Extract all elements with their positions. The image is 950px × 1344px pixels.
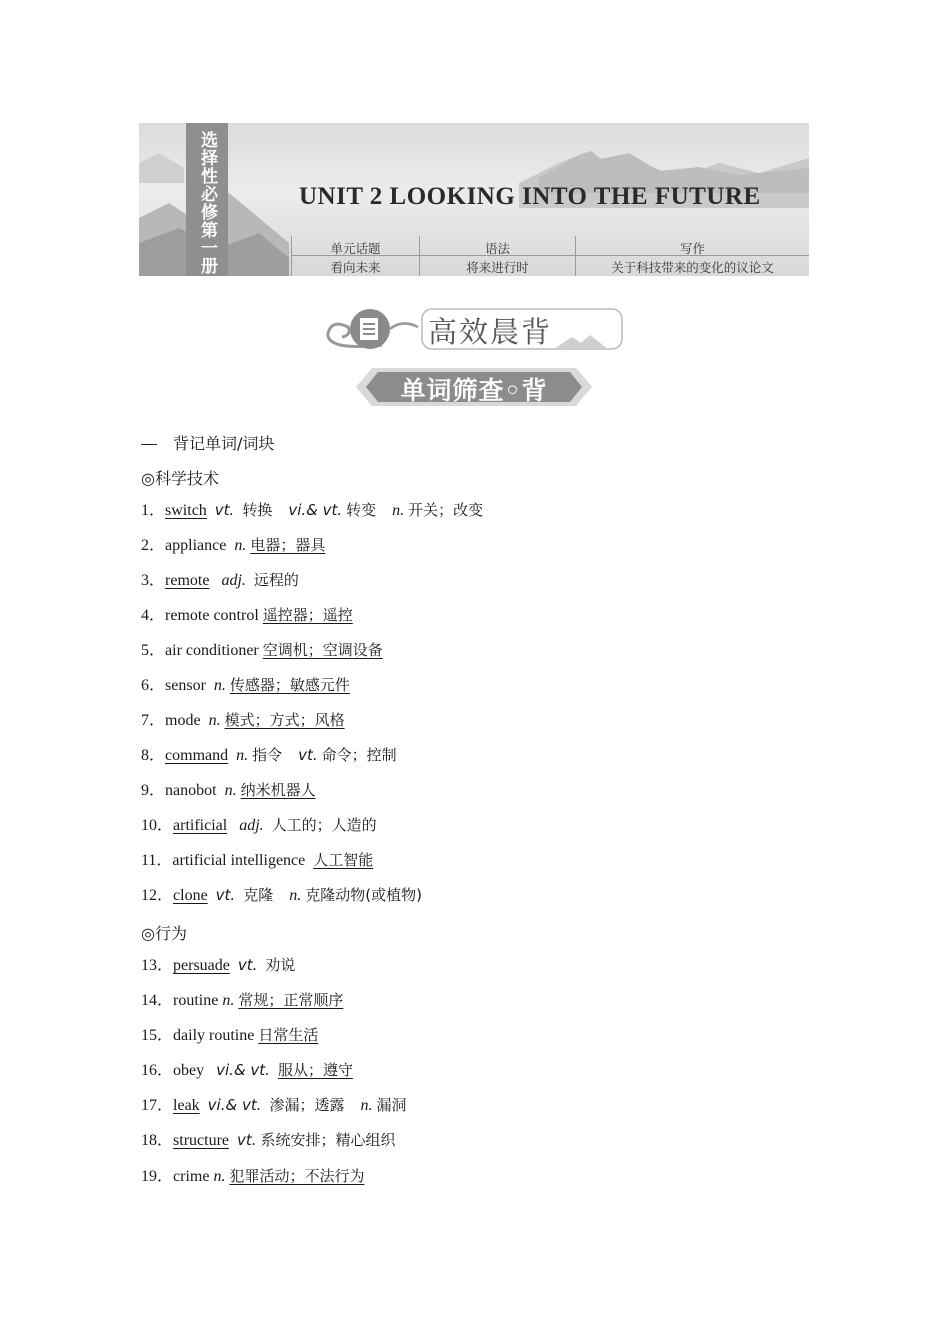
vocab-item-appliance: 2．appliance n. 电器；器具 — [141, 536, 326, 554]
vocab-item-daily-routine: 15．daily routine 日常生活 — [141, 1026, 319, 1044]
vocab-item-obey: 16．obey vi.& vt. 服从；遵守 — [141, 1061, 353, 1079]
writing-column: 写作 关于科技带来的变化的议论文 — [575, 236, 809, 276]
category-tech: ◎科学技术 — [141, 469, 219, 488]
vocab-item-sensor: 6．sensor n. 传感器；敏感元件 — [141, 676, 350, 694]
dash-mark — [141, 444, 157, 445]
vocab-item-remote-control: 4．remote control 遥控器；遥控 — [141, 606, 353, 624]
vocab-item-clone: 12．clone vt. 克隆 n. 克隆动物(或植物) — [141, 886, 422, 904]
vocab-item-routine: 14．routine n. 常规；正常顺序 — [141, 991, 344, 1009]
vocab-item-leak: 17．leak vi.& vt. 渗漏；透露 n. 漏洞 — [141, 1096, 407, 1114]
vocab-item-switch: 1．switch vt. 转换 vi.& vt. 转变 n. 开关；改变 — [141, 501, 484, 519]
grammar-column: 语法 将来进行时 — [419, 236, 575, 276]
vocab-item-artificial: 10．artificial adj. 人工的；人造的 — [141, 816, 377, 834]
vocab-item-air-conditioner: 5．air conditioner 空调机；空调设备 — [141, 641, 383, 659]
vocab-item-remote: 3．remote adj. 远程的 — [141, 571, 299, 589]
unit-overview-table — [291, 236, 809, 276]
category-behavior: ◎行为 — [141, 924, 187, 943]
vocab-item-command: 8．command n. 指令 vt. 命令；控制 — [141, 746, 397, 764]
vocab-item-crime: 19．crime n. 犯罪活动；不法行为 — [141, 1167, 365, 1185]
vocab-item-mode: 7．mode n. 模式；方式；风格 — [141, 711, 345, 729]
unit-banner — [139, 123, 809, 276]
book-volume-label: 选择性必修第一册 — [186, 123, 228, 276]
section-heading: 背记单词/词块 — [141, 431, 274, 454]
morning-recitation-badge: 高效晨背 — [322, 305, 626, 355]
vocab-item-persuade: 13．persuade vt. 劝说 — [141, 956, 296, 974]
vocab-item-artificial-intelligence: 11．artificial intelligence 人工智能 — [141, 851, 374, 869]
topic-column: 单元话题 看向未来 — [291, 236, 419, 276]
vocab-item-nanobot: 9．nanobot n. 纳米机器人 — [141, 781, 316, 799]
unit-title: UNIT 2 LOOKING INTO THE FUTURE — [299, 183, 761, 210]
word-screening-badge: 单词筛查◦背 — [354, 364, 594, 410]
vocab-item-structure: 18．structure vt. 系统安排；精心组织 — [141, 1131, 396, 1149]
